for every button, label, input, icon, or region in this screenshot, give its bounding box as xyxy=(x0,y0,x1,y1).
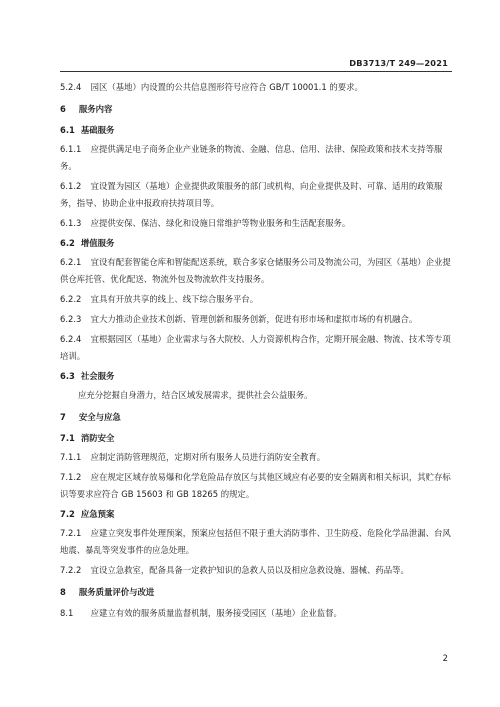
clause-8-1 xyxy=(60,605,454,622)
clause-7-1-2 xyxy=(60,469,454,503)
clause-text: 宜根据园区（基地）企业需求与各大院校、人力资源机构合作，定期开展金融、物流、技术等专项培训。 xyxy=(60,334,451,361)
clause-6-1-1 xyxy=(60,141,454,175)
clause-6-2-3 xyxy=(60,311,454,328)
clause-number: 6.2.4 xyxy=(60,334,82,344)
section-title: 安全与应急 xyxy=(78,412,121,422)
clause-text: 宜设置为园区（基地）企业提供政策服务的部门或机构，向企业提供及时、可靠、适用的政策服务，指导、协助企业申报政府扶持项目等。 xyxy=(60,181,443,208)
clause-text: 应建立突发事件处理预案，预案应包括但不限于重大消防事件、卫生防疫、危险化学品泄漏、台风地震、暴乱等突发事件的应急处理。 xyxy=(60,528,451,555)
section-heading-7 xyxy=(60,409,454,426)
clause-text: 宜具有开放共享的线上、线下综合服务平台。 xyxy=(90,294,259,304)
header-rule xyxy=(60,71,452,72)
clause-7-1-1 xyxy=(60,449,454,466)
subsection-title: 增值服务 xyxy=(80,238,115,248)
subsection-number: 6.3 xyxy=(60,371,75,381)
clause-text: 应在规定区域存放易爆和化学危险品存放区与其他区域应有必要的安全隔离和相关标识，其贮存标识等要求应符合 GB 15603 和 GB 18265 的规定。 xyxy=(60,472,451,499)
clause-6-1-3 xyxy=(60,215,454,232)
clause-number: 8.1 xyxy=(60,608,74,618)
clause-text: 应建立有效的服务质量监督机制，服务接受园区（基地）企业监督。 xyxy=(90,608,342,618)
clause-text: 应提供安保、保洁、绿化和设施日常维护等物业服务和生活配套服务。 xyxy=(90,218,351,228)
clause-text: 宜大力推动企业技术创新、管理创新和服务创新，促进有形市场和虚拟市场的有机融合。 xyxy=(90,314,418,324)
subsection-number: 7.1 xyxy=(60,433,75,443)
subsection-title: 基础服务 xyxy=(80,125,115,135)
clause-text: 应提供满足电子商务企业产业链条的物流、金融、信息、信用、法律、保险政策和技术支持等服务。 xyxy=(60,144,443,171)
section-number: 8 xyxy=(60,587,66,597)
clause-6-1-2 xyxy=(60,178,454,212)
section-heading-6 xyxy=(60,101,454,118)
clause-number: 6.2.2 xyxy=(60,294,82,304)
section-heading-8 xyxy=(60,584,454,601)
clause-7-2-2 xyxy=(60,562,454,579)
clause-number: 6.2.1 xyxy=(60,257,82,267)
section-number: 7 xyxy=(60,412,66,422)
subsection-number: 7.2 xyxy=(60,509,75,519)
subsection-title: 社会服务 xyxy=(80,371,115,381)
subsection-heading-6-2 xyxy=(60,235,454,252)
section-title: 服务质量评价与改进 xyxy=(78,587,155,597)
clause-text: 应制定消防管理规范，定期对所有服务人员进行消防安全教育。 xyxy=(90,452,326,462)
clause-7-2-1 xyxy=(60,525,454,559)
clause-number: 5.2.4 xyxy=(60,82,82,92)
subsection-heading-7-1 xyxy=(60,430,454,447)
document-code: DB3713/T 249—2021 xyxy=(349,58,448,68)
document-body xyxy=(60,79,454,625)
paragraph-6-3: 应充分挖掘自身潜力，结合区域发展需求，提供社会公益服务。 xyxy=(78,390,313,400)
page-number: 2 xyxy=(442,653,448,663)
subsection-heading-6-3 xyxy=(60,368,454,385)
subsection-title: 应急预案 xyxy=(80,509,115,519)
clause-5-2-4 xyxy=(60,79,454,96)
clause-6-2-1 xyxy=(60,254,454,288)
subsection-number: 6.1 xyxy=(60,125,75,135)
clause-number: 7.1.2 xyxy=(60,472,82,482)
subsection-heading-6-1 xyxy=(60,122,454,139)
subsection-heading-7-2 xyxy=(60,506,454,523)
clause-6-2-2 xyxy=(60,291,454,308)
clause-6-2-4 xyxy=(60,331,454,365)
clause-number: 6.1.3 xyxy=(60,218,82,228)
section-number: 6 xyxy=(60,104,66,114)
section-title: 服务内容 xyxy=(78,104,113,114)
subsection-title: 消防安全 xyxy=(80,433,115,443)
clause-text: 园区（基地）内设置的公共信息图形符号应符合 GB/T 10001.1 的要求。 xyxy=(90,82,363,92)
clause-number: 6.1.2 xyxy=(60,181,82,191)
clause-number: 7.2.2 xyxy=(60,565,82,575)
subsection-number: 6.2 xyxy=(60,238,75,248)
clause-number: 6.2.3 xyxy=(60,314,82,324)
clause-text: 宜设立急救室，配备具备一定救护知识的急救人员以及相应急救设施、器械、药品等。 xyxy=(90,565,409,575)
clause-number: 7.2.1 xyxy=(60,528,82,538)
clause-text: 宜设有配套智能仓库和智能配送系统，联合多家仓储服务公司及物流公司，为园区（基地）企业提供仓库托管、优化配送、物流外包及物流软件支持服务。 xyxy=(60,257,451,284)
clause-number: 6.1.1 xyxy=(60,144,82,154)
clause-number: 7.1.1 xyxy=(60,452,82,462)
